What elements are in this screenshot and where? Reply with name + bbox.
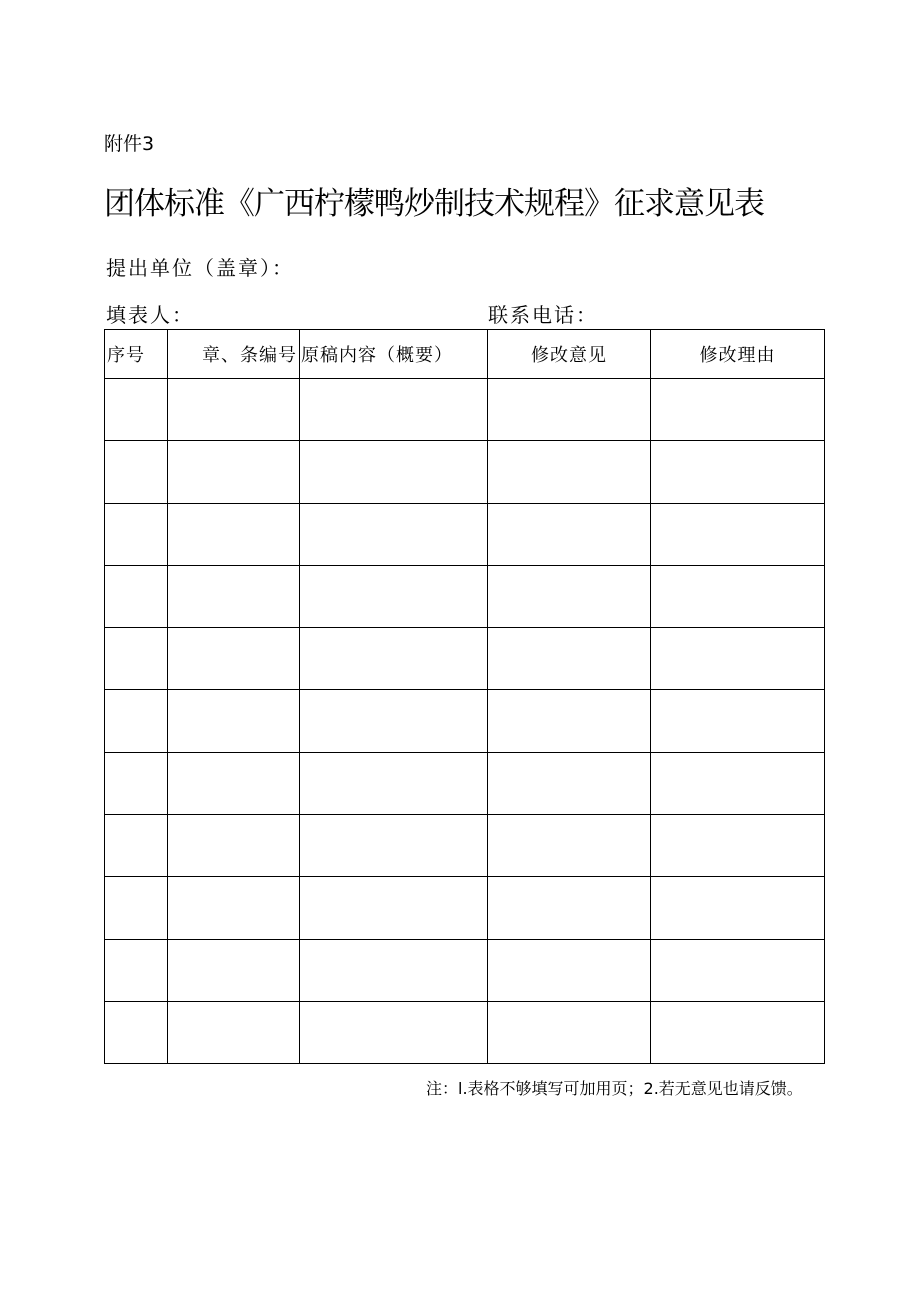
revision-reason-cell[interactable] — [651, 441, 825, 503]
original-content-cell[interactable] — [300, 628, 488, 690]
serial-cell[interactable] — [105, 877, 168, 939]
serial-cell[interactable] — [105, 752, 168, 814]
revision-reason-cell[interactable] — [651, 752, 825, 814]
revision-reason-cell[interactable] — [651, 815, 825, 877]
serial-cell[interactable] — [105, 565, 168, 627]
revision-opinion-cell[interactable] — [488, 939, 651, 1001]
table-row — [105, 752, 825, 814]
revision-reason-cell[interactable] — [651, 939, 825, 1001]
clause-number-cell[interactable] — [168, 877, 300, 939]
submitting-unit-label: 提出单位（盖章）： — [106, 256, 294, 280]
clause-number-cell[interactable] — [168, 690, 300, 752]
revision-reason-cell[interactable] — [651, 503, 825, 565]
clause-number-cell[interactable] — [168, 379, 300, 441]
revision-reason-cell[interactable] — [651, 690, 825, 752]
original-content-cell[interactable] — [300, 565, 488, 627]
table-row — [105, 441, 825, 503]
revision-reason-cell[interactable] — [651, 1001, 825, 1063]
revision-reason-cell[interactable] — [651, 628, 825, 690]
serial-cell[interactable] — [105, 628, 168, 690]
serial-cell[interactable] — [105, 441, 168, 503]
revision-opinion-cell[interactable] — [488, 379, 651, 441]
revision-opinion-cell[interactable] — [488, 815, 651, 877]
table-row — [105, 815, 825, 877]
original-content-cell[interactable] — [300, 1001, 488, 1063]
table-row — [105, 1001, 825, 1063]
serial-cell[interactable] — [105, 1001, 168, 1063]
column-header-serial: 序号 — [105, 330, 168, 379]
column-header-clause-number: 章、条编号 — [168, 330, 300, 379]
attachment-label: 附件3 — [104, 133, 155, 155]
column-header-revision-reason: 修改理由 — [651, 330, 825, 379]
clause-number-cell[interactable] — [168, 939, 300, 1001]
clause-number-cell[interactable] — [168, 441, 300, 503]
revision-opinion-cell[interactable] — [488, 690, 651, 752]
table-row — [105, 565, 825, 627]
serial-cell[interactable] — [105, 379, 168, 441]
table-row — [105, 503, 825, 565]
original-content-cell[interactable] — [300, 939, 488, 1001]
revision-reason-cell[interactable] — [651, 877, 825, 939]
clause-number-cell[interactable] — [168, 752, 300, 814]
original-content-cell[interactable] — [300, 752, 488, 814]
feedback-table — [104, 329, 825, 1064]
table-header-row — [105, 330, 825, 379]
original-content-cell[interactable] — [300, 503, 488, 565]
original-content-cell[interactable] — [300, 690, 488, 752]
revision-opinion-cell[interactable] — [488, 628, 651, 690]
original-content-cell[interactable] — [300, 877, 488, 939]
form-filler-label: 填表人： — [106, 303, 194, 327]
revision-opinion-cell[interactable] — [488, 503, 651, 565]
original-content-cell[interactable] — [300, 815, 488, 877]
footnote: 注：l.表格不够填写可加用页；2.若无意见也请反馈。 — [426, 1079, 803, 1098]
revision-opinion-cell[interactable] — [488, 565, 651, 627]
clause-number-cell[interactable] — [168, 565, 300, 627]
revision-opinion-cell[interactable] — [488, 752, 651, 814]
table-row — [105, 877, 825, 939]
table-row — [105, 939, 825, 1001]
column-header-original-content: 原稿内容（概要） — [300, 330, 488, 379]
original-content-cell[interactable] — [300, 441, 488, 503]
original-content-cell[interactable] — [300, 379, 488, 441]
clause-number-cell[interactable] — [168, 503, 300, 565]
contact-phone-label: 联系电话： — [488, 303, 598, 327]
serial-cell[interactable] — [105, 503, 168, 565]
revision-opinion-cell[interactable] — [488, 1001, 651, 1063]
serial-cell[interactable] — [105, 815, 168, 877]
table-row — [105, 628, 825, 690]
revision-reason-cell[interactable] — [651, 565, 825, 627]
table-row — [105, 690, 825, 752]
serial-cell[interactable] — [105, 690, 168, 752]
page-title: 团体标准《广西柠檬鸭炒制技术规程》征求意见表 — [104, 186, 764, 222]
clause-number-cell[interactable] — [168, 815, 300, 877]
serial-cell[interactable] — [105, 939, 168, 1001]
revision-reason-cell[interactable] — [651, 379, 825, 441]
table-row — [105, 379, 825, 441]
clause-number-cell[interactable] — [168, 628, 300, 690]
column-header-revision-opinion: 修改意见 — [488, 330, 651, 379]
revision-opinion-cell[interactable] — [488, 877, 651, 939]
revision-opinion-cell[interactable] — [488, 441, 651, 503]
clause-number-cell[interactable] — [168, 1001, 300, 1063]
